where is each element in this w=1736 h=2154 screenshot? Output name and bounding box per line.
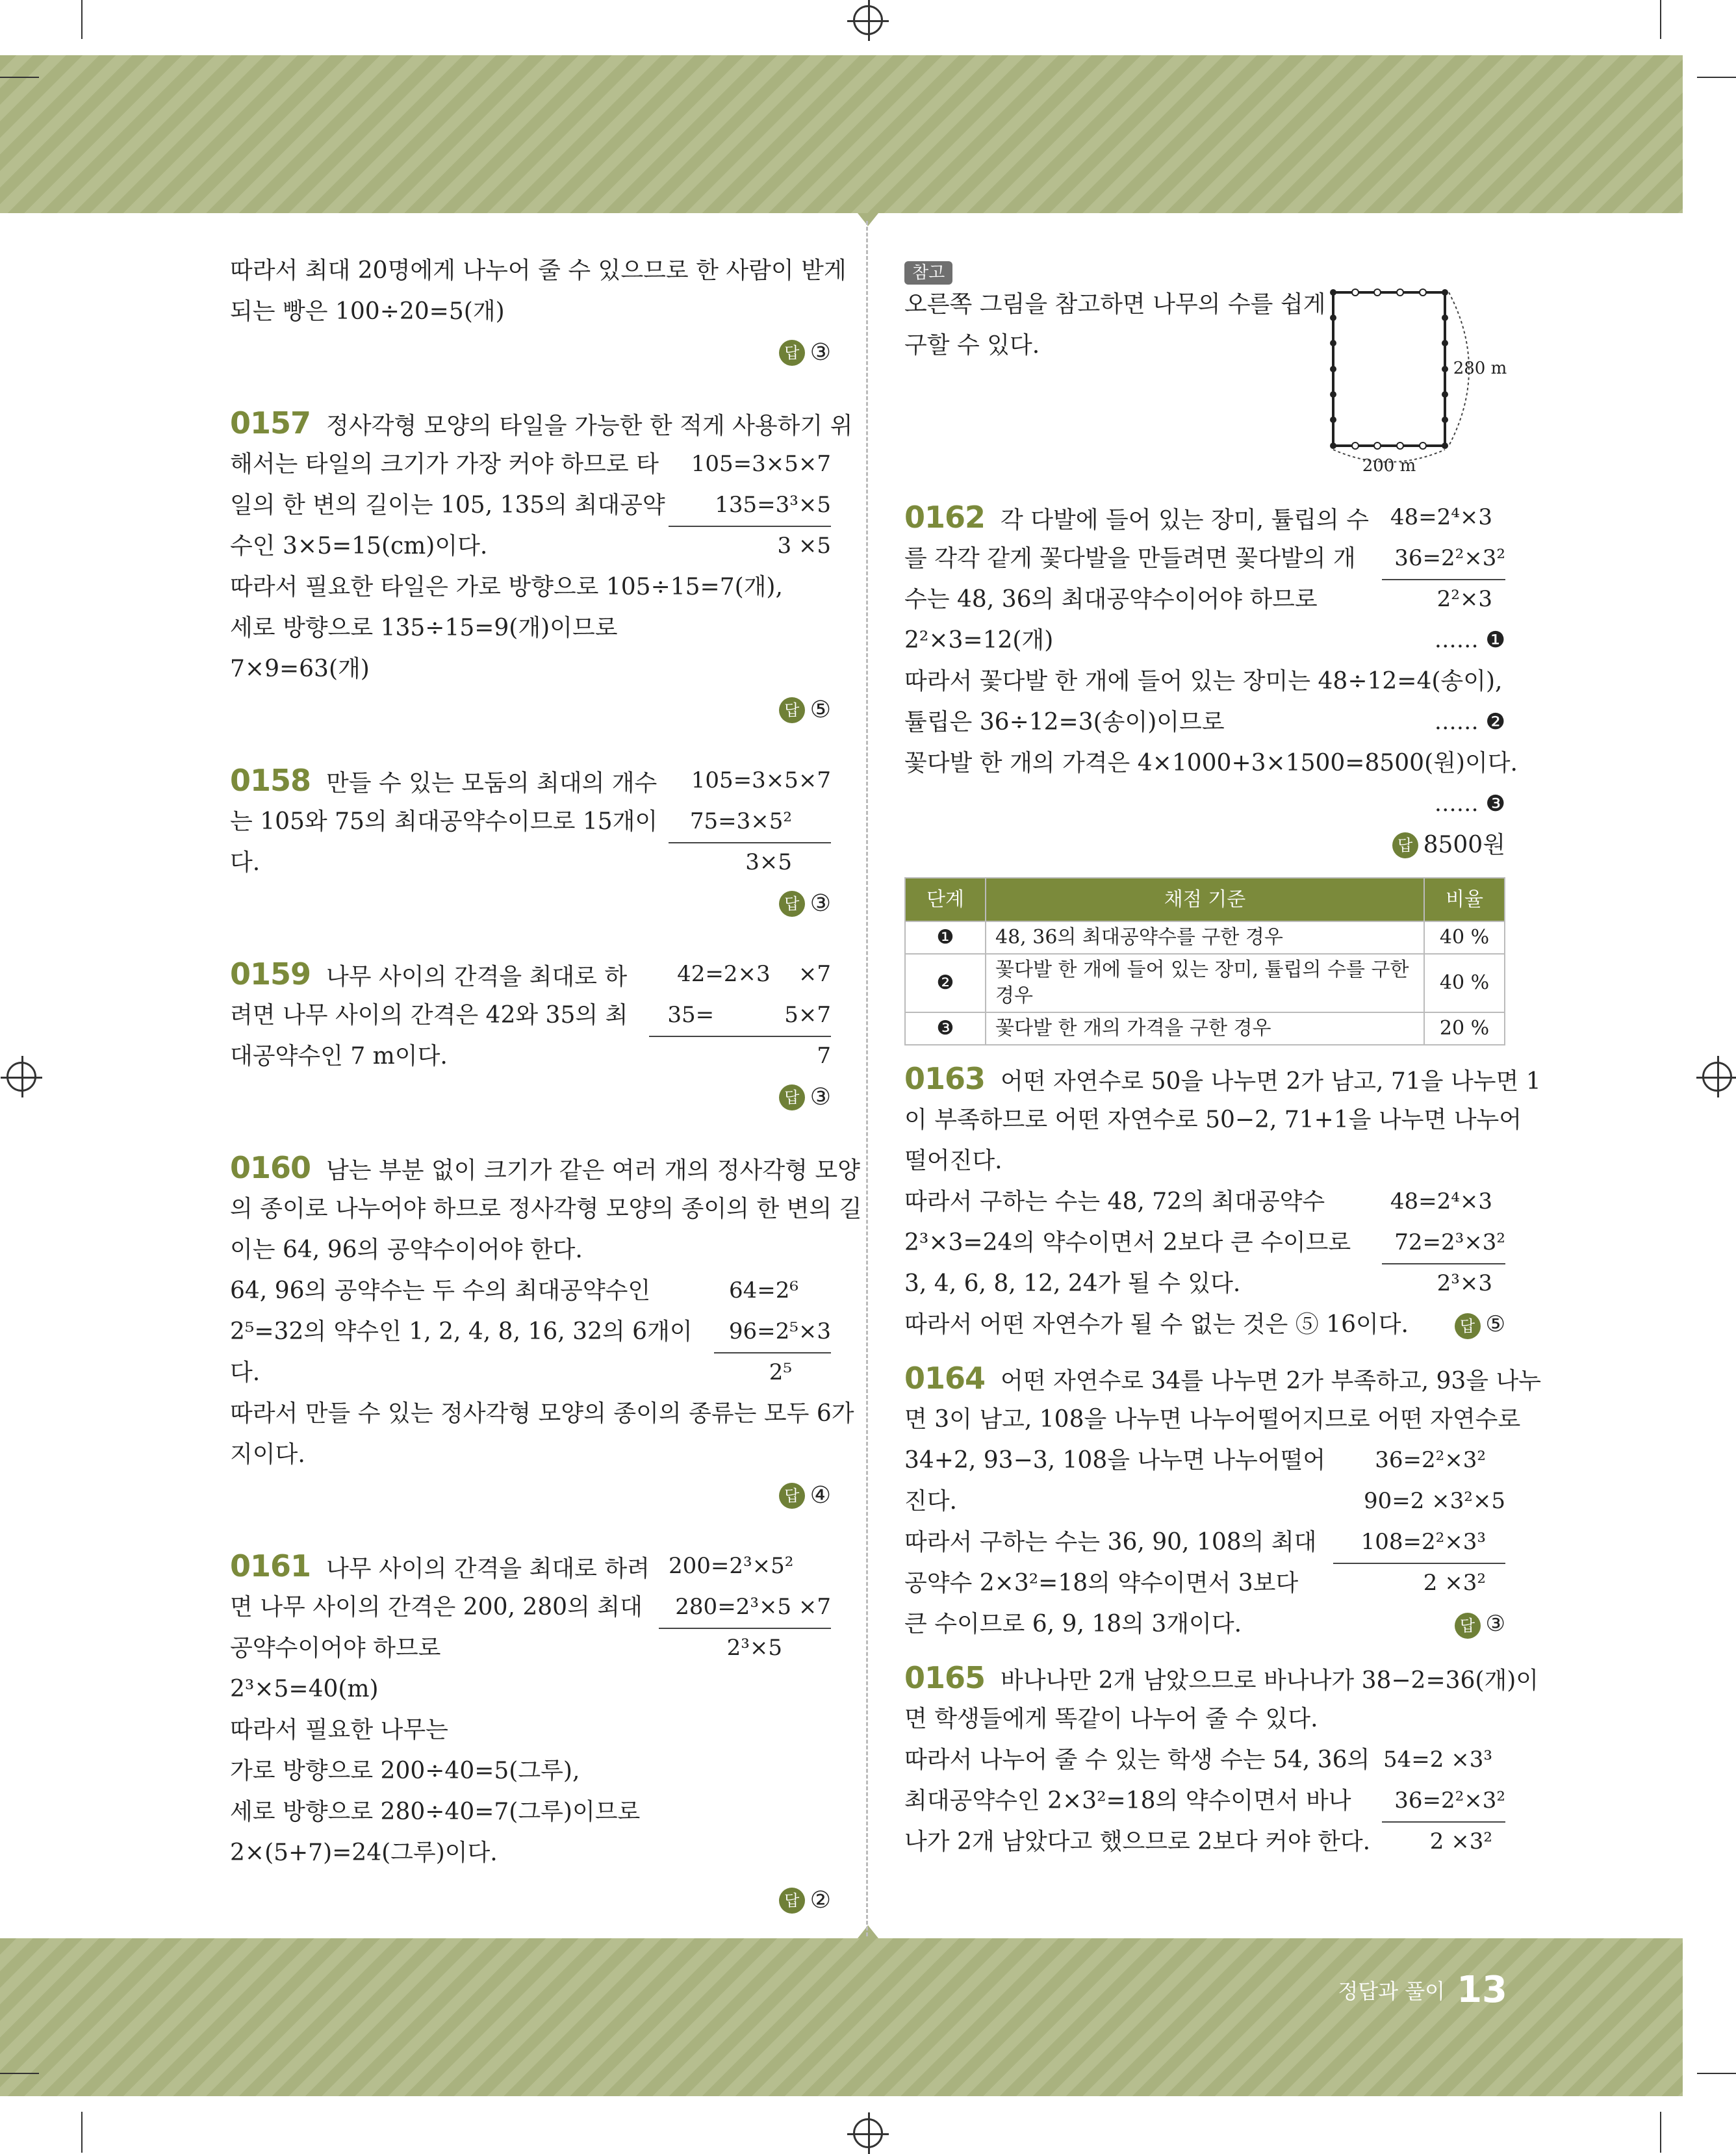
answer-value: ③	[810, 339, 831, 366]
problem-number: 0161	[230, 1548, 311, 1583]
answer-row	[230, 332, 831, 373]
text-line: 만들 수 있는 모둠의 최대의 개수	[326, 770, 657, 797]
text-line: 2³×3=24의 약수이면서 2보다 큰 수이므로	[904, 1229, 1351, 1256]
answer-badge-icon: 답	[779, 340, 805, 366]
text-line: 구할 수 있다.	[904, 332, 1040, 359]
text-line: 공약수이어야 하므로	[230, 1635, 441, 1661]
calc-result: 2³×5	[726, 1635, 782, 1661]
text-line: 진다.	[904, 1488, 957, 1515]
step-mark: …… ❶	[1434, 627, 1505, 653]
table-cell: 40 %	[1424, 921, 1505, 954]
text-line: 따라서 필요한 나무는	[230, 1717, 448, 1743]
calc-line: 36=2²×3²	[1375, 1447, 1486, 1473]
problem-0162	[904, 497, 1518, 1045]
calc-line: 72=2³×3²	[1382, 1222, 1505, 1264]
text-line: 이 부족하므로 어떤 자연수로 50−2, 71+1을 나누면 나누어	[904, 1107, 1522, 1133]
calc-line: 36=2²×3²	[1382, 1780, 1505, 1823]
trim-mark	[0, 77, 39, 78]
trim-mark	[1660, 0, 1661, 39]
answer-row	[904, 825, 1505, 865]
answer-badge-icon: 답	[779, 891, 805, 917]
table-cell: 40 %	[1424, 954, 1505, 1012]
calc-result: 3 ×5	[777, 533, 831, 559]
text-line: 각 다발에 들어 있는 장미, 튤립의 수	[1001, 507, 1369, 533]
calc-result: 2²×3	[1436, 586, 1492, 612]
calc-result: 3×5	[745, 849, 792, 875]
text-line: 면 나무 사이의 간격은 200, 280의 최대	[230, 1594, 643, 1621]
answer-row	[230, 883, 831, 924]
left-column	[230, 250, 862, 1921]
answer-inline	[1455, 1604, 1505, 1645]
text-line: 공약수 2×3²=18의 약수이면서 3보다	[904, 1570, 1299, 1596]
text-line: 따라서 구하는 수는 36, 90, 108의 최대	[904, 1529, 1317, 1556]
answer-value: ⑤	[1485, 1311, 1505, 1337]
text-line: 수인 3×5=15(cm)이다.	[230, 533, 488, 559]
calc-result: 2⁵	[769, 1359, 792, 1385]
bottom-notch	[858, 1925, 878, 1938]
page-number: 13	[1457, 1969, 1507, 2011]
registration-mark-icon	[853, 5, 883, 35]
answer-badge-icon: 답	[779, 1483, 805, 1509]
text-line: 다.	[230, 849, 261, 876]
column-divider	[866, 221, 868, 1936]
table-cell: 48, 36의 최대공약수를 구한 경우	[986, 921, 1424, 954]
problem-number: 0163	[904, 1061, 986, 1096]
text-line: 꽃다발 한 개의 가격은 4×1000+3×1500=8500(원)이다.	[904, 750, 1518, 776]
problem-0157	[230, 403, 853, 730]
table-cell: 꽃다발 한 개의 가격을 구한 경우	[986, 1012, 1424, 1045]
text-line: 의 종이로 나누어야 하므로 정사각형 모양의 종이의 한 변의 길	[230, 1196, 862, 1222]
calc-result: 2 ×3²	[1429, 1828, 1492, 1854]
table-header: 채점 기준	[986, 878, 1424, 921]
answer-value: ②	[810, 1887, 831, 1914]
trim-mark	[1697, 77, 1736, 78]
problem-0160	[230, 1148, 862, 1516]
calc-line: 280=2³×5 ×7	[659, 1587, 831, 1629]
text-line: 남는 부분 없이 크기가 같은 여러 개의 정사각형 모양	[326, 1157, 860, 1184]
calc-line: 54=2 ×3³	[1383, 1747, 1492, 1773]
height-label: 280 m	[1453, 359, 1507, 378]
trim-mark	[1660, 2112, 1661, 2153]
text-line: 7×9=63(개)	[230, 656, 370, 682]
text-line: 되는 빵은 100÷20=5(개)	[230, 298, 505, 325]
registration-mark-icon	[1702, 1062, 1732, 1092]
footer-label: 정답과 풀이	[1338, 1979, 1446, 2004]
table-row	[905, 921, 1505, 954]
top-notch	[858, 213, 878, 226]
problem-0165	[904, 1658, 1539, 1862]
text-line: 따라서 어떤 자연수가 될 수 없는 것은 ⑤ 16이다.	[904, 1311, 1409, 1338]
text-line: 따라서 최대 20명에게 나누어 줄 수 있으므로 한 사람이 받게	[230, 257, 847, 284]
calc-line: 200=2³×5²	[669, 1553, 794, 1579]
answer-value: 8500원	[1423, 832, 1505, 858]
trim-mark	[81, 0, 83, 39]
text-line: 바나나만 2개 남았으므로 바나나가 38−2=36(개)이	[1001, 1667, 1539, 1694]
text-line: 어떤 자연수로 50을 나누면 2가 남고, 71을 나누면 1	[1001, 1068, 1541, 1095]
table-cell: 20 %	[1424, 1012, 1505, 1045]
text-line: 해서는 타일의 크기가 가장 커야 하므로 타	[230, 451, 659, 478]
top-decorative-band	[0, 55, 1683, 213]
problem-number: 0165	[904, 1660, 986, 1695]
registration-mark-icon	[6, 1062, 36, 1092]
calc-line: 96=2⁵×3	[714, 1311, 831, 1353]
calc-line: 105=3×5×7	[691, 767, 831, 793]
text-line: 는 105와 75의 최대공약수이므로 15개이	[230, 808, 658, 835]
answer-value: ③	[1485, 1611, 1505, 1637]
problem-0164	[904, 1358, 1542, 1645]
answer-badge-icon: 답	[779, 697, 805, 723]
calc-result: 7	[817, 1043, 831, 1069]
text-line: 나무 사이의 간격을 최대로 하려	[326, 1556, 650, 1582]
calc-result: 2³×3	[1436, 1270, 1492, 1296]
table-header: 비율	[1424, 878, 1505, 921]
step-mark: …… ❷	[1434, 709, 1505, 735]
text-line: 면 3이 남고, 108을 나누면 나누어떨어지므로 어떤 자연수로	[904, 1406, 1521, 1433]
text-line: 따라서 꽃다발 한 개에 들어 있는 장미는 48÷12=4(송이),	[904, 668, 1503, 695]
trim-mark	[0, 2073, 39, 2074]
text-line: 려면 나무 사이의 간격은 42와 35의 최	[230, 1002, 628, 1029]
text-line: 3, 4, 6, 8, 12, 24가 될 수 있다.	[904, 1270, 1241, 1297]
answer-row	[230, 689, 831, 730]
answer-value: ④	[810, 1482, 831, 1509]
problem-0158	[230, 760, 831, 924]
problem-number: 0160	[230, 1150, 311, 1185]
text-line: 64, 96의 공약수는 두 수의 최대공약수인	[230, 1277, 651, 1304]
fence-rectangle	[1333, 292, 1445, 446]
answer-value: ⑤	[810, 697, 831, 723]
problem-0161	[230, 1546, 831, 1921]
problem-0159	[230, 954, 831, 1118]
calc-line: 48=2⁴×3	[1390, 504, 1492, 530]
problem-number: 0157	[230, 405, 311, 441]
text-line: 대공약수인 7 m이다.	[230, 1043, 448, 1070]
text-line: 일의 한 변의 길이는 105, 135의 최대공약	[230, 492, 665, 519]
text-line: 2²×3=12(개)	[904, 627, 1054, 654]
problem-number: 0162	[904, 500, 986, 535]
answer-badge-icon: 답	[1455, 1313, 1481, 1339]
text-line: 따라서 만들 수 있는 정사각형 모양의 종이의 종류는 모두 6가	[230, 1400, 854, 1427]
table-cell: ❸	[905, 1012, 986, 1045]
text-line: 오른쪽 그림을 참고하면 나무의 수를 쉽게	[904, 291, 1326, 318]
answer-badge-icon: 답	[779, 1888, 805, 1914]
answer-row	[230, 1880, 831, 1921]
table-cell: ❷	[905, 954, 986, 1012]
note-label: 참고	[904, 261, 952, 285]
text-line: 따라서 나누어 줄 수 있는 학생 수는 54, 36의	[904, 1747, 1370, 1773]
right-column	[904, 250, 1542, 1862]
text-line: 튤립은 36÷12=3(송이)이므로	[904, 709, 1225, 736]
table-cell: 꽃다발 한 개에 들어 있는 장미, 튤립의 수를 구한 경우	[986, 954, 1424, 1012]
calc-line: 90=2 ×3²×5	[1363, 1488, 1505, 1514]
text-line: 따라서 구하는 수는 48, 72의 최대공약수	[904, 1188, 1325, 1215]
text-line: 나무 사이의 간격을 최대로 하	[326, 964, 628, 990]
answer-row	[230, 1475, 831, 1516]
grading-table	[904, 877, 1505, 1045]
calc-line: 36=2²×3²	[1382, 538, 1505, 580]
problem-number: 0158	[230, 763, 311, 798]
calc-line: 64=2⁶	[728, 1277, 798, 1303]
tree-fence-figure	[1320, 279, 1509, 474]
text-line: 세로 방향으로 280÷40=7(그루)이므로	[230, 1799, 641, 1825]
calc-line: 135=3³×5	[669, 485, 831, 527]
bottom-decorative-band	[0, 1938, 1683, 2096]
page-footer	[1332, 1969, 1507, 2011]
text-line: 정사각형 모양의 타일을 가능한 한 적게 사용하기 위	[326, 413, 853, 439]
problem-number: 0164	[904, 1361, 986, 1396]
text-line: 큰 수이므로 6, 9, 18의 3개이다.	[904, 1611, 1242, 1637]
problem-number: 0159	[230, 956, 311, 992]
text-line: 지이다.	[230, 1441, 305, 1468]
calc-line: 42=2×3 ×7	[677, 961, 831, 987]
text-line: 2³×5=40(m)	[230, 1676, 379, 1702]
text-line: 떨어진다.	[904, 1148, 1002, 1174]
text-line: 최대공약수인 2×3²=18의 약수이면서 바나	[904, 1788, 1351, 1814]
note-box	[904, 250, 1505, 497]
answer-value: ③	[810, 1084, 831, 1110]
calc-result: 2 ×3²	[1423, 1570, 1486, 1596]
text-line: 어떤 자연수로 34를 나누면 2가 부족하고, 93을 나누	[1001, 1368, 1542, 1394]
step-mark: …… ❸	[1434, 791, 1505, 817]
answer-row	[230, 1077, 831, 1118]
problem-0163	[904, 1058, 1541, 1345]
text-line: 이는 64, 96의 공약수이어야 한다.	[230, 1237, 583, 1263]
answer-badge-icon: 답	[1392, 832, 1418, 858]
trim-mark	[1697, 2073, 1736, 2074]
answer-value: ③	[810, 890, 831, 917]
text-line: 면 학생들에게 똑같이 나누어 줄 수 있다.	[904, 1706, 1318, 1732]
answer-badge-icon: 답	[779, 1084, 805, 1110]
calc-line: 48=2⁴×3	[1390, 1188, 1492, 1214]
table-row	[905, 954, 1505, 1012]
text-line: 2×(5+7)=24(그루)이다.	[230, 1840, 498, 1866]
text-line: 다.	[230, 1359, 261, 1386]
text-line: 2⁵=32의 약수인 1, 2, 4, 8, 16, 32의 6개이	[230, 1318, 693, 1345]
table-cell: ❶	[905, 921, 986, 954]
text-line: 를 각각 같게 꽃다발을 만들려면 꽃다발의 개	[904, 545, 1356, 572]
trim-mark	[81, 2112, 83, 2153]
answer-inline	[1455, 1304, 1505, 1345]
text-line: 세로 방향으로 135÷15=9(개)이므로	[230, 615, 618, 641]
calc-line: 75=3×5²	[669, 801, 831, 843]
calc-line: 35= 5×7	[649, 995, 831, 1037]
text-line: 34+2, 93−3, 108을 나누면 나누어떨어	[904, 1447, 1326, 1474]
tree-dots	[1330, 289, 1448, 449]
width-label: 200 m	[1362, 456, 1416, 474]
text-line: 수는 48, 36의 최대공약수이어야 하므로	[904, 586, 1318, 613]
tree-circles	[1352, 289, 1426, 449]
text-line: 나가 2개 남았다고 했으므로 2보다 커야 한다.	[904, 1828, 1371, 1855]
text-line: 따라서 필요한 타일은 가로 방향으로 105÷15=7(개),	[230, 574, 783, 600]
table-row	[905, 1012, 1505, 1045]
answer-badge-icon: 답	[1455, 1613, 1481, 1639]
table-header: 단계	[905, 878, 986, 921]
text-line: 가로 방향으로 200÷40=5(그루),	[230, 1758, 580, 1784]
calc-line: 108=2²×3³	[1333, 1522, 1505, 1564]
calc-line: 105=3×5×7	[691, 451, 831, 477]
registration-mark-icon	[853, 2118, 883, 2148]
